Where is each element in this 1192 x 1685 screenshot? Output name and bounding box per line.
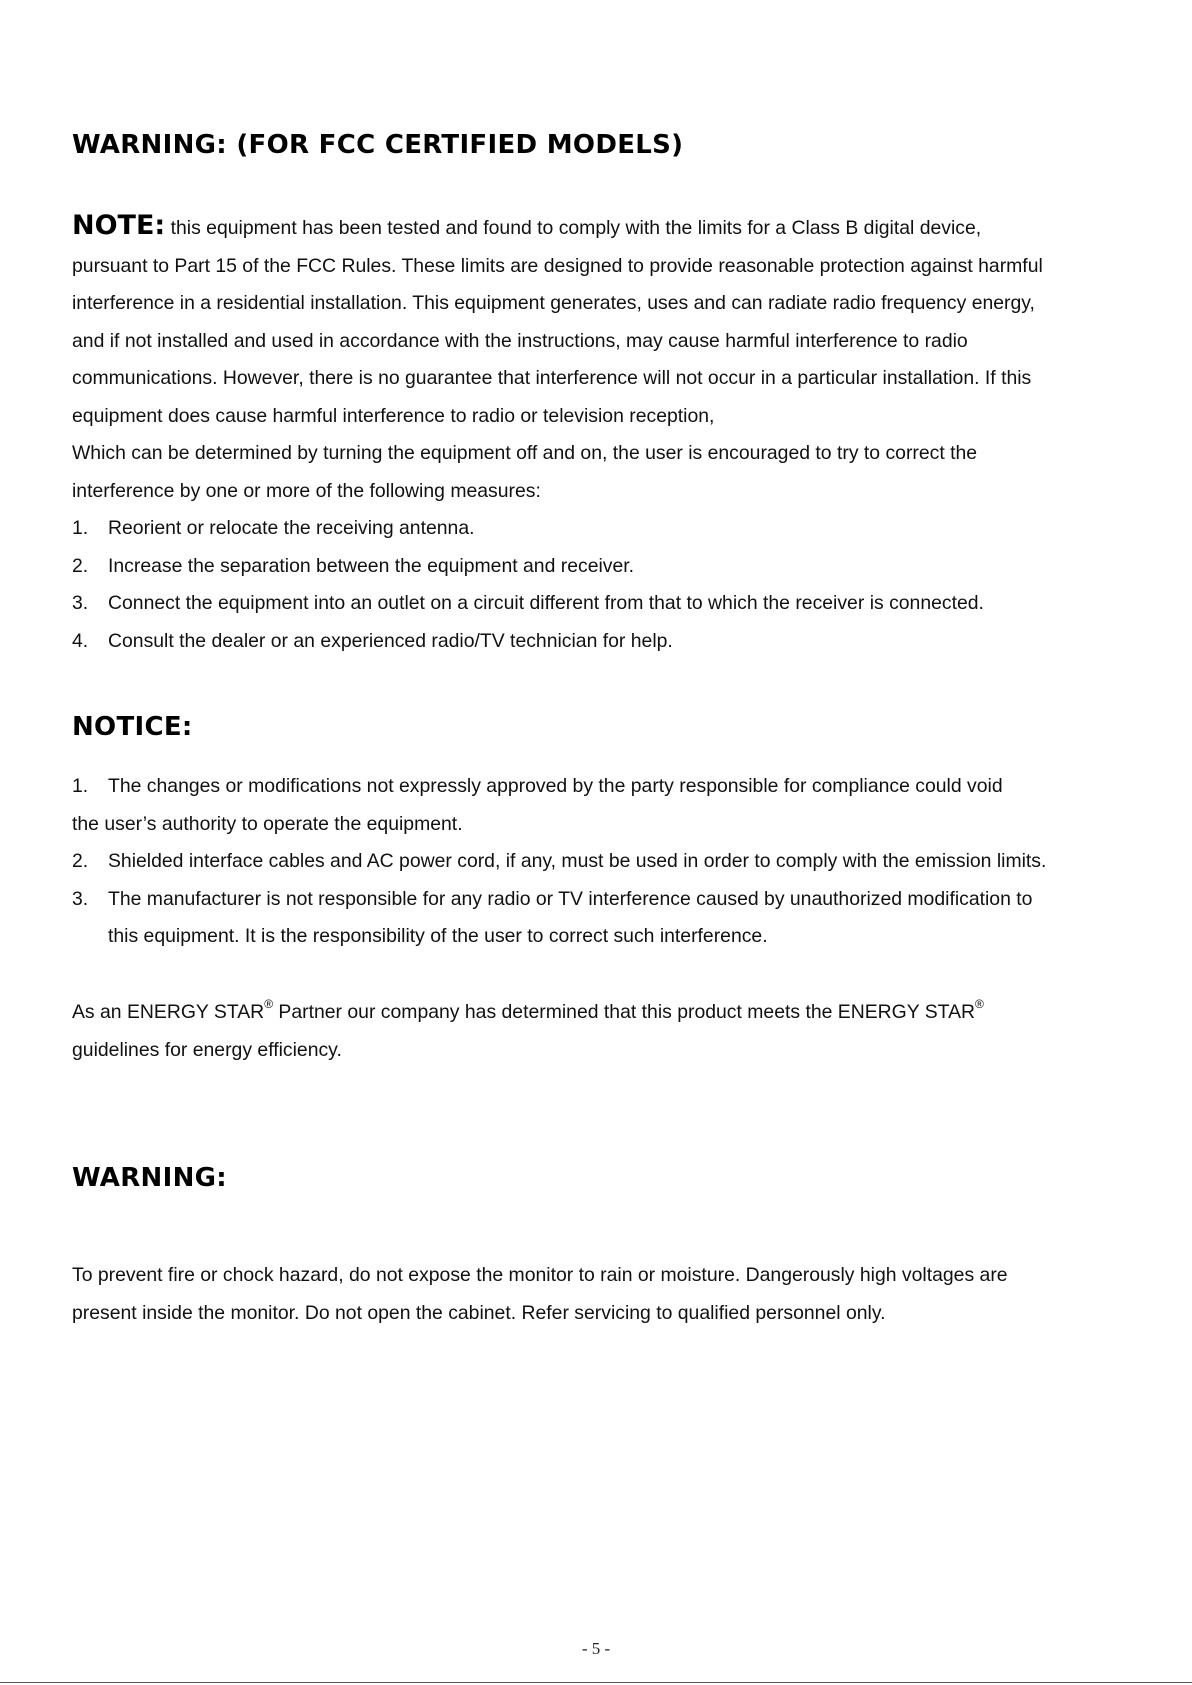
measure-number: 1. <box>72 517 89 539</box>
note-line: and if not installed and used in accordance with the instructions, may cause harmful interference to radio <box>72 329 968 352</box>
note-line: interference by one or more of the following measures: <box>72 479 541 502</box>
energy-text: As an ENERGY STAR <box>72 1001 265 1023</box>
notice-heading: NOTICE: <box>72 712 193 742</box>
fcc-note-block <box>72 207 1043 660</box>
note-label: NOTE: <box>72 210 166 241</box>
note-line <box>72 207 1043 248</box>
energy-line <box>72 994 984 1032</box>
measure-number: 3. <box>72 592 89 614</box>
notice-text: this equipment. It is the responsibility of the user to correct such interference. <box>108 925 768 947</box>
page-bottom-rule <box>0 1682 1192 1683</box>
note-line-text: this equipment has been tested and found to comply with the limits for a Class B digital device, <box>170 217 982 239</box>
note-line: interference in a residential installation. This equipment generates, uses and can radiate radio frequency energy, <box>72 292 1035 314</box>
notice-continuation: the user’s authority to operate the equipment. <box>72 812 463 835</box>
measure-text: Increase the separation between the equipment and receiver. <box>108 554 635 577</box>
measure-item <box>72 623 1043 661</box>
registered-mark: ® <box>264 996 274 1011</box>
notice-item <box>72 768 1046 806</box>
measure-number: 2. <box>72 554 89 577</box>
measure-item <box>72 548 1043 586</box>
notice-number: 1. <box>72 775 89 797</box>
note-line: pursuant to Part 15 of the FCC Rules. These limits are designed to provide reasonable protection against harmful <box>72 254 1043 277</box>
measure-number: 4. <box>72 629 89 652</box>
fcc-warning-heading: WARNING: (FOR FCC CERTIFIED MODELS) <box>72 130 684 160</box>
warning-heading: WARNING: <box>72 1163 227 1193</box>
notice-item <box>72 843 1046 881</box>
notice-number: 3. <box>72 887 89 910</box>
notice-text: The changes or modifications not expressly approved by the party responsible for compliance could void <box>108 775 1003 797</box>
energy-star-statement <box>72 994 984 1069</box>
notice-number: 2. <box>72 850 89 872</box>
warning-line: present inside the monitor. Do not open the cabinet. Refer servicing to qualified personnel only. <box>72 1301 886 1324</box>
warning-line: To prevent fire or chock hazard, do not expose the monitor to rain or moisture. Dangerously high voltages are <box>72 1264 1008 1286</box>
note-line: communications. However, there is no guarantee that interference will not occur in a particular installation. If this <box>72 367 1032 389</box>
measure-item <box>72 510 1043 548</box>
notice-item <box>72 881 1046 919</box>
measure-item <box>72 585 1043 623</box>
notice-text: The manufacturer is not responsible for any radio or TV interference caused by unauthorized modification to <box>108 887 1033 910</box>
notice-block <box>72 768 1046 956</box>
energy-line: guidelines for energy efficiency. <box>72 1038 342 1061</box>
page-number: - 5 - <box>581 1639 611 1658</box>
registered-mark: ® <box>975 996 984 1011</box>
warning-block <box>72 1257 1008 1332</box>
note-line: Which can be determined by turning the equipment off and on, the user is encouraged to try to correct the <box>72 442 978 464</box>
note-line: equipment does cause harmful interference to radio or television reception, <box>72 404 715 427</box>
notice-item-continuation <box>72 918 1046 956</box>
measure-text: Connect the equipment into an outlet on a circuit different from that to which the receiver is connected. <box>108 592 984 614</box>
measure-text: Reorient or relocate the receiving antenna. <box>108 517 475 539</box>
energy-text: Partner our company has determined that this product meets the ENERGY STAR <box>273 1001 976 1023</box>
notice-text: Shielded interface cables and AC power cord, if any, must be used in order to comply with the emission limits. <box>108 850 1047 872</box>
measure-text: Consult the dealer or an experienced radio/TV technician for help. <box>108 629 673 652</box>
